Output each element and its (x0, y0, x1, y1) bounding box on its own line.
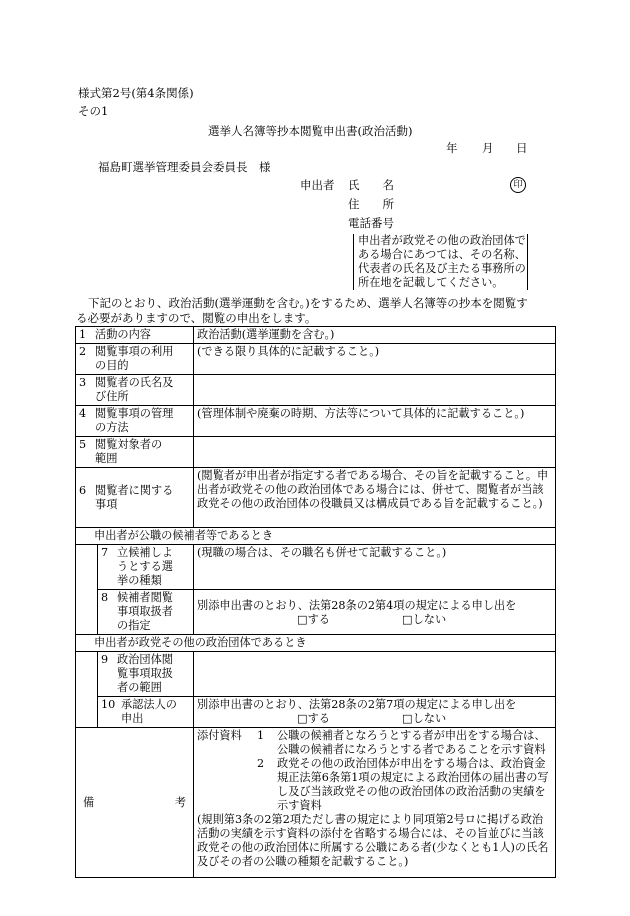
intro-line-2: る必要がありますので、閲覧の申出をします。 (76, 311, 317, 325)
row2-label: 2 閲覧事項の利用 の目的 (76, 344, 194, 375)
row8-option-no[interactable]: □しない (402, 613, 447, 626)
row1-value: 政治活動(選挙運動を含む。) (194, 327, 556, 344)
attachment-label: 添付資料 (197, 729, 242, 742)
form-number: 様式第2号(第4条関係) (78, 86, 194, 100)
row10-value (194, 697, 556, 728)
row10-label: 10 承認法人の 申出 (98, 697, 194, 728)
row6-value: (閲覧者が申出者が指定する者である場合、その旨を記載すること。申出者が政党その他の政治団体である場合には、併せて、閲覧者が当該政党その他の政治団体の役職員又は構成員である旨を記載すること。) (194, 468, 556, 528)
row9-value (194, 652, 556, 697)
row5-label: 5 閲覧対象者の 範囲 (76, 437, 194, 468)
table-row (76, 528, 556, 545)
row8-option-yes[interactable]: □する (297, 613, 330, 626)
remarks-footnote: (規則第3条の2第2項ただし書の規定により同項第2号ロに掲げる政治活動の実績を示す資料の添付を省略する場合には、その旨並びに当該政党その他の政治団体に所属する公職にある者(少なくとも1人)の氏名及びその者の公職の種類を記載すること。) (197, 813, 549, 868)
item1-num: 1 (257, 729, 265, 742)
row3-value (194, 375, 556, 406)
table-row (76, 437, 556, 468)
applicant-note-box (353, 234, 528, 290)
table-row (76, 590, 556, 635)
applicant-label: 申出者 (300, 178, 335, 192)
row8-label: 8 候補者閲覧 事項取扱者 の指定 (98, 590, 194, 635)
remarks-label-b: 考 (174, 795, 187, 809)
address-label: 住 所 (348, 197, 394, 211)
row3-label: 3 閲覧者の氏名及 び住所 (76, 375, 194, 406)
table-row (76, 375, 556, 406)
remarks-label (76, 728, 194, 878)
row7-value: (現職の場合は、その職名も併せて記載すること。) (194, 545, 556, 590)
section-party: 申出者が政党その他の政治団体であるとき (76, 635, 556, 652)
table-row (76, 697, 556, 728)
table-row (76, 635, 556, 652)
applicant-note: 申出者が政党その他の政治団体である場合にあつては、その名称、代表者の氏名及び主たる事務所の所在地を記載してください。 (358, 234, 526, 289)
row4-value: (管理体制や廃棄の時期、方法等について具体的に記載すること。) (194, 406, 556, 437)
table-row (76, 728, 556, 878)
row2-value: (できる限り具体的に記載すること。) (194, 344, 556, 375)
table-row (76, 406, 556, 437)
table-row (76, 327, 556, 344)
table-row (76, 545, 556, 590)
row10-text: 別添申出書のとおり、法第28条の2第7項の規定による申し出を (197, 698, 517, 711)
item2-text: 政党その他の政治団体が申出をする場合は、政治資金規正法第6条第1項の規定による政治団体の届出書の写し及び当該政党その他の政治団体の政治活動の実績を示す資料 (277, 757, 549, 812)
item1-text: 公職の候補者となろうとする者が申出をする場合は、公職の候補者になろうとする者であることを示す資料 (277, 729, 546, 756)
row7-label: 7 立候補しよ うとする選 挙の種類 (98, 545, 194, 590)
table-row (76, 344, 556, 375)
section-candidate: 申出者が公職の候補者等であるとき (76, 528, 556, 545)
page-title: 選挙人名簿等抄本閲覧申出書(政治活動) (208, 124, 413, 138)
row4-label: 4 閲覧事項の管理 の方法 (76, 406, 194, 437)
row9-label: 9 政治団体閲 覧事項取扱 者の範囲 (98, 652, 194, 697)
row10-option-yes[interactable]: □する (297, 712, 330, 725)
date-year-label: 年 (446, 141, 458, 155)
phone-label: 電話番号 (348, 216, 394, 230)
row10-option-no[interactable]: □しない (402, 712, 447, 725)
form-part: その1 (78, 104, 109, 118)
name-label: 氏 名 (348, 178, 394, 192)
date-month-label: 月 (482, 141, 494, 155)
row8-text: 別添申出書のとおり、法第28条の2第4項の規定による申し出を (197, 599, 517, 612)
row1-label: 1 活動の内容 (76, 327, 194, 344)
row6-label: 6 閲覧者に関する 事項 (76, 468, 194, 528)
item2-num: 2 (257, 757, 265, 770)
remarks-label-a: 備 (83, 795, 95, 809)
seal-mark: 印 (510, 177, 526, 193)
row5-value (194, 437, 556, 468)
indent-spacer (76, 652, 98, 728)
table-row (76, 652, 556, 697)
remarks-value (194, 728, 556, 878)
addressee: 福島町選挙管理委員会委員長 様 (98, 160, 271, 174)
indent-spacer (76, 545, 98, 635)
date-day-label: 日 (516, 141, 528, 155)
row8-value (194, 590, 556, 635)
table-row (76, 468, 556, 528)
intro-line-1: 下記のとおり、政治活動(選挙運動を含む。)をするため、選挙人名簿等の抄本を閲覧す (88, 296, 528, 310)
application-table (75, 326, 556, 878)
